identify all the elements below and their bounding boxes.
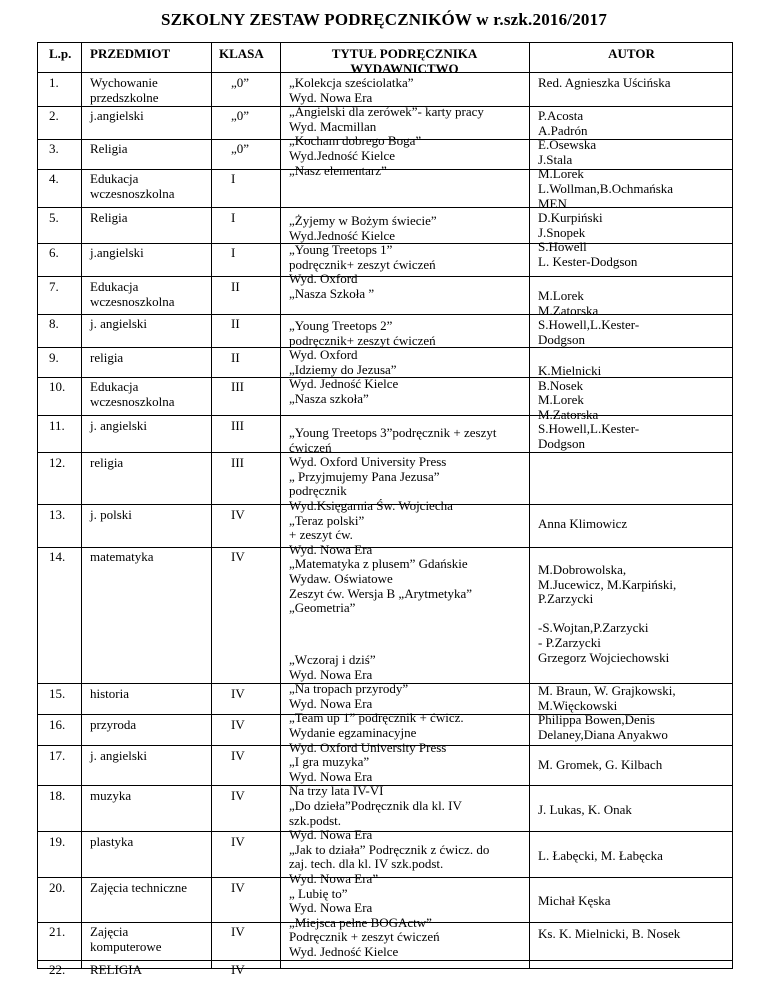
grade-cell: IV <box>231 686 245 701</box>
author-cell: Michał Kęska <box>538 893 611 908</box>
subject-cell: j.angielski <box>90 108 144 123</box>
subject-cell: RELIGIA <box>90 962 142 977</box>
subject-cell: Edukacja wczesnoszkolna <box>90 279 175 309</box>
subject-cell: j. polski <box>90 507 132 522</box>
subject-cell: j. angielski <box>90 748 148 763</box>
book-cell: „Wczoraj i dziś” Wyd. Nowa Era „Na tropach przyrody” Wyd. Nowa Era „Team up 1” podręcznik + ćwicz. Wydanie egzaminacyjne Wyd. Oxford University Press „I gra muzyka” Wyd. Nowa Era Na trzy lata IV-VI „Do dzieła”Podręcznik dla kl. IV szk.podst. Wyd. Nowa Era „Jak to działa” Podręcznik z ćwicz. do zaj. tech. dla kl. IV szk.podst. Wyd. Nowa Era” „ Lubię to” Wyd. Nowa Era „Miejsca pełne BOGActw” Podręcznik + zeszyt ćwiczeń Wyd. Jedność Kielce <box>289 652 490 959</box>
row-divider <box>38 504 732 505</box>
row-number: 15. <box>49 686 66 701</box>
subject-cell: przyroda <box>90 717 137 732</box>
row-number: 6. <box>49 245 59 260</box>
row-divider <box>38 683 732 684</box>
grade-cell: IV <box>231 962 245 977</box>
row-number: 12. <box>49 455 66 470</box>
row-divider <box>38 314 732 315</box>
row-divider <box>38 547 732 548</box>
row-number: 19. <box>49 834 66 849</box>
row-divider <box>38 960 732 961</box>
row-divider <box>38 831 732 832</box>
grade-cell: „0” <box>231 108 250 123</box>
subject-cell: Edukacja wczesnoszkolna <box>90 171 175 201</box>
grade-cell: „0” <box>231 141 250 156</box>
row-number: 7. <box>49 279 59 294</box>
row-divider <box>38 207 732 208</box>
author-cell: Anna Klimowicz <box>538 516 628 531</box>
grade-cell: IV <box>231 748 245 763</box>
textbook-table <box>37 42 733 977</box>
header-grade: KLASA <box>219 46 264 61</box>
author-cell: M.Lorek M.Zatorska S.Howell,L.Kester- Dodgson <box>538 288 640 347</box>
grade-cell: IV <box>231 880 245 895</box>
author-cell: L. Łabęcki, M. Łabęcka <box>538 848 663 863</box>
book-cell: „Żyjemy w Bożym świecie” Wyd.Jedność Kielce „Young Treetops 1” podręcznik+ zeszyt ćwiczeń Wyd. Oxford „Nasza Szkoła ” <box>289 213 437 301</box>
author-cell: M. Gromek, G. Kilbach <box>538 757 663 772</box>
subject-cell: Zajęcia techniczne <box>90 880 188 895</box>
subject-cell: plastyka <box>90 834 134 849</box>
row-number: 16. <box>49 717 66 732</box>
row-divider <box>38 377 732 378</box>
author-cell: K.Mielnicki B.Nosek M.Lorek M.Zatorska S.Howell,L.Kester- Dodgson <box>538 363 640 451</box>
subject-cell: Religia <box>90 210 128 225</box>
row-divider <box>38 139 732 140</box>
row-divider <box>38 877 732 878</box>
subject-cell: Edukacja wczesnoszkolna <box>90 379 175 409</box>
grade-cell: I <box>231 171 236 186</box>
grade-cell: II <box>231 279 240 294</box>
book-cell: „Young Treetops 3”podręcznik + zeszyt ćwiczeń Wyd. Oxford University Press „ Przyjmujemy Pana Jezusa” podręcznik Wyd.Księgarnia Św. Wojciecha „Teraz polski” + zeszyt ćw. Wyd. Nowa Era „Matematyka z plusem” Gdańskie Wydaw. Oświatowe Zeszyt ćw. Wersja B „Arytmetyka” „Geometria” <box>289 425 497 616</box>
grade-cell: I <box>231 245 236 260</box>
grade-cell: IV <box>231 924 245 939</box>
column-divider <box>211 43 212 968</box>
row-divider <box>38 169 732 170</box>
author-cell: J. Lukas, K. Onak <box>538 802 632 817</box>
grade-cell: II <box>231 350 240 365</box>
header-subject: PRZEDMIOT <box>90 46 171 61</box>
row-number: 18. <box>49 788 66 803</box>
row-number: 2. <box>49 108 59 123</box>
row-divider <box>38 347 732 348</box>
subject-cell: Wychowanie przedszkolne <box>90 75 159 105</box>
grade-cell: III <box>231 379 244 394</box>
page-title: SZKOLNY ZESTAW PODRĘCZNIKÓW w r.szk.2016/2017 <box>160 10 608 29</box>
row-number: 4. <box>49 171 59 186</box>
row-number: 13. <box>49 507 66 522</box>
row-divider <box>38 452 732 453</box>
grade-cell: III <box>231 418 244 433</box>
column-divider <box>529 43 530 968</box>
subject-cell: j. angielski <box>90 316 148 331</box>
row-number: 5. <box>49 210 59 225</box>
header-book: TYTUŁ PODRĘCZNIKA WYDAWNICTWO <box>331 46 478 76</box>
author-cell: Red. Agnieszka Uścińska <box>538 75 671 90</box>
grade-cell: IV <box>231 834 245 849</box>
row-divider <box>38 415 732 416</box>
subject-cell: religia <box>90 350 124 365</box>
subject-cell: j.angielski <box>90 245 144 260</box>
author-cell: M.Dobrowolska, M.Jucewicz, M.Karpiński, P.Zarzycki -S.Wojtan,P.Zarzycki - P.Zarzycki Grzegorz Wojciechowski <box>538 562 677 665</box>
grade-cell: IV <box>231 788 245 803</box>
row-number: 9. <box>49 350 59 365</box>
column-divider <box>280 43 281 968</box>
grade-cell: II <box>231 316 240 331</box>
row-number: 10. <box>49 379 66 394</box>
grade-cell: I <box>231 210 236 225</box>
author-cell: P.Acosta A.Padrón E.Osewska J.Stala M.Lorek L.Wollman,B.Ochmańska MEN D.Kurpiński J.Snopek S.Howell L. Kester-Dodgson <box>538 108 674 269</box>
subject-cell: matematyka <box>90 549 154 564</box>
row-divider <box>38 243 732 244</box>
subject-cell: j. angielski <box>90 418 148 433</box>
book-cell: „Young Treetops 2” podręcznik+ zeszyt ćwiczeń Wyd. Oxford „Idziemy do Jezusa” Wyd. Jedność Kielce „Nasza szkoła” <box>289 318 436 406</box>
row-number: 14. <box>49 549 66 564</box>
author-cell: Ks. K. Mielnicki, B. Nosek <box>538 926 681 941</box>
row-divider <box>38 922 732 923</box>
header-author: AUTOR <box>608 46 655 61</box>
grade-cell: „0” <box>231 75 250 90</box>
grade-cell: IV <box>231 507 245 522</box>
row-divider <box>38 785 732 786</box>
row-number: 22. <box>49 962 66 977</box>
subject-cell: Religia <box>90 141 128 156</box>
row-divider <box>38 714 732 715</box>
row-number: 11. <box>49 418 65 433</box>
row-number: 1. <box>49 75 59 90</box>
row-number: 20. <box>49 880 66 895</box>
header-lp: L.p. <box>49 46 72 61</box>
row-number: 21. <box>49 924 66 939</box>
row-divider <box>38 72 732 73</box>
grade-cell: IV <box>231 717 245 732</box>
grade-cell: IV <box>231 549 245 564</box>
subject-cell: muzyka <box>90 788 132 803</box>
row-divider <box>38 106 732 107</box>
grade-cell: III <box>231 455 244 470</box>
column-divider <box>81 43 82 968</box>
row-number: 8. <box>49 316 59 331</box>
row-divider <box>38 276 732 277</box>
subject-cell: religia <box>90 455 124 470</box>
row-number: 17. <box>49 748 66 763</box>
subject-cell: Zajęcia komputerowe <box>90 924 162 954</box>
row-divider <box>38 745 732 746</box>
row-number: 3. <box>49 141 59 156</box>
subject-cell: historia <box>90 686 129 701</box>
author-cell: M. Braun, W. Grajkowski, M.Więckowski Philippa Bowen,Denis Delaney,Diana Anyakwo <box>538 683 676 742</box>
book-cell: „Kolekcja sześciolatka” Wyd. Nowa Era „Angielski dla zerówek”- karty pracy Wyd. Macmillan „Kocham dobrego Boga” Wyd.Jedność Kielce „Nasz elementarz” <box>289 75 484 178</box>
